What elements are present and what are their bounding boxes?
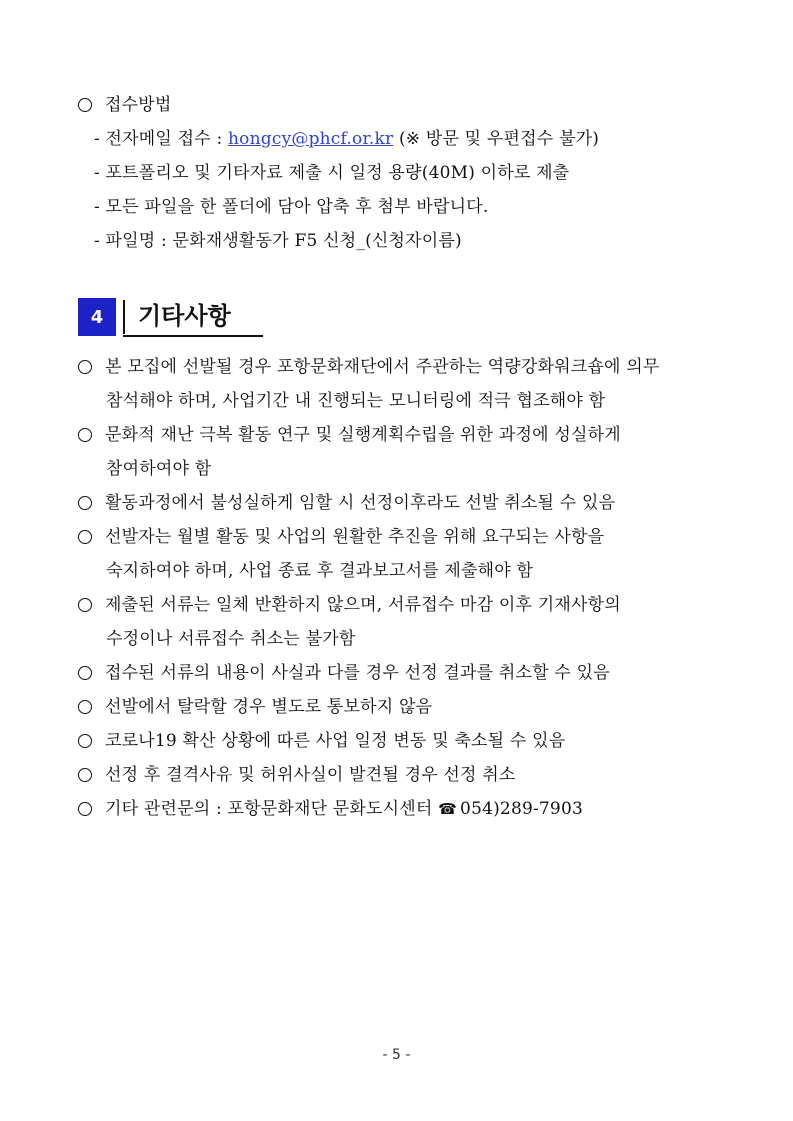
- circle-bullet-icon: [78, 98, 92, 112]
- list-item-text: 선발에서 탈락할 경우 별도로 통보하지 않음: [105, 697, 433, 717]
- contact-label: 기타 관련문의 : 포항문화재단 문화도시센터: [105, 799, 439, 819]
- section-divider: [123, 300, 125, 334]
- list-item-text: 문화적 재난 극복 활동 연구 및 실행계획수립을 위한 과정에 성실하게: [105, 425, 621, 445]
- list-item-continuation: 수정이나 서류접수 취소는 불가함: [106, 629, 356, 649]
- list-item: [78, 492, 615, 514]
- circle-bullet-icon: [78, 598, 92, 612]
- section-number-badge: 4: [78, 298, 116, 336]
- email-line: [94, 128, 599, 150]
- section-title: 기타사항: [138, 302, 231, 330]
- phone-icon: ☎: [438, 800, 458, 818]
- list-item-text: 코로나19 확산 상황에 따른 사업 일정 변동 및 축소될 수 있음: [105, 731, 566, 751]
- circle-bullet-icon: [78, 734, 92, 748]
- contact-line: [78, 798, 583, 820]
- submission-heading-line: [78, 94, 172, 116]
- email-link[interactable]: hongcy@phcf.or.kr: [228, 129, 394, 149]
- email-note: (※ 방문 및 우편접수 불가): [393, 129, 600, 149]
- list-item-continuation: 참여하여야 함: [106, 459, 212, 479]
- list-item: [78, 526, 604, 548]
- list-item: [78, 356, 660, 378]
- circle-bullet-icon: [78, 666, 92, 680]
- circle-bullet-icon: [78, 496, 92, 510]
- list-item-continuation: 참석해야 하며, 사업기간 내 진행되는 모니터링에 적극 협조해야 함: [106, 391, 606, 411]
- filename-line: - 파일명 : 문화재생활동가 F5 신청_(신청자이름): [94, 231, 462, 251]
- submission-heading: 접수방법: [105, 95, 172, 115]
- section-header: [78, 298, 262, 338]
- circle-bullet-icon: [78, 768, 92, 782]
- list-item-continuation: 숙지하여야 하며, 사업 종료 후 결과보고서를 제출해야 함: [106, 561, 534, 581]
- list-item: [78, 764, 516, 786]
- list-item: [78, 730, 565, 752]
- list-item-text: 제출된 서류는 일체 반환하지 않으며, 서류접수 마감 이후 기재사항의: [105, 595, 621, 615]
- email-prefix: - 전자메일 접수 :: [94, 129, 229, 149]
- circle-bullet-icon: [78, 802, 92, 816]
- section-underline: [123, 335, 263, 337]
- circle-bullet-icon: [78, 428, 92, 442]
- circle-bullet-icon: [78, 700, 92, 714]
- list-item-text: 접수된 서류의 내용이 사실과 다를 경우 선정 결과를 취소할 수 있음: [105, 663, 610, 683]
- list-item-text: 선정 후 결격사유 및 허위사실이 발견될 경우 선정 취소: [105, 765, 516, 785]
- portfolio-line: - 포트폴리오 및 기타자료 제출 시 일정 용량(40M) 이하로 제출: [94, 163, 570, 183]
- contact-phone: 054)289-7903: [460, 799, 583, 819]
- circle-bullet-icon: [78, 360, 92, 374]
- list-item-text: 본 모집에 선발될 경우 포항문화재단에서 주관하는 역량강화워크숍에 의무: [105, 357, 660, 377]
- list-item: [78, 662, 610, 684]
- list-item: [78, 696, 432, 718]
- list-item: [78, 594, 621, 616]
- list-item-text: 활동과정에서 불성실하게 임할 시 선정이후라도 선발 취소될 수 있음: [105, 493, 616, 513]
- compress-line: - 모든 파일을 한 폴더에 담아 압축 후 첨부 바랍니다.: [94, 197, 489, 217]
- list-item-text: 선발자는 월별 활동 및 사업의 원활한 추진을 위해 요구되는 사항을: [105, 527, 605, 547]
- circle-bullet-icon: [78, 530, 92, 544]
- list-item: [78, 424, 621, 446]
- page-number: - 5 -: [382, 1047, 411, 1063]
